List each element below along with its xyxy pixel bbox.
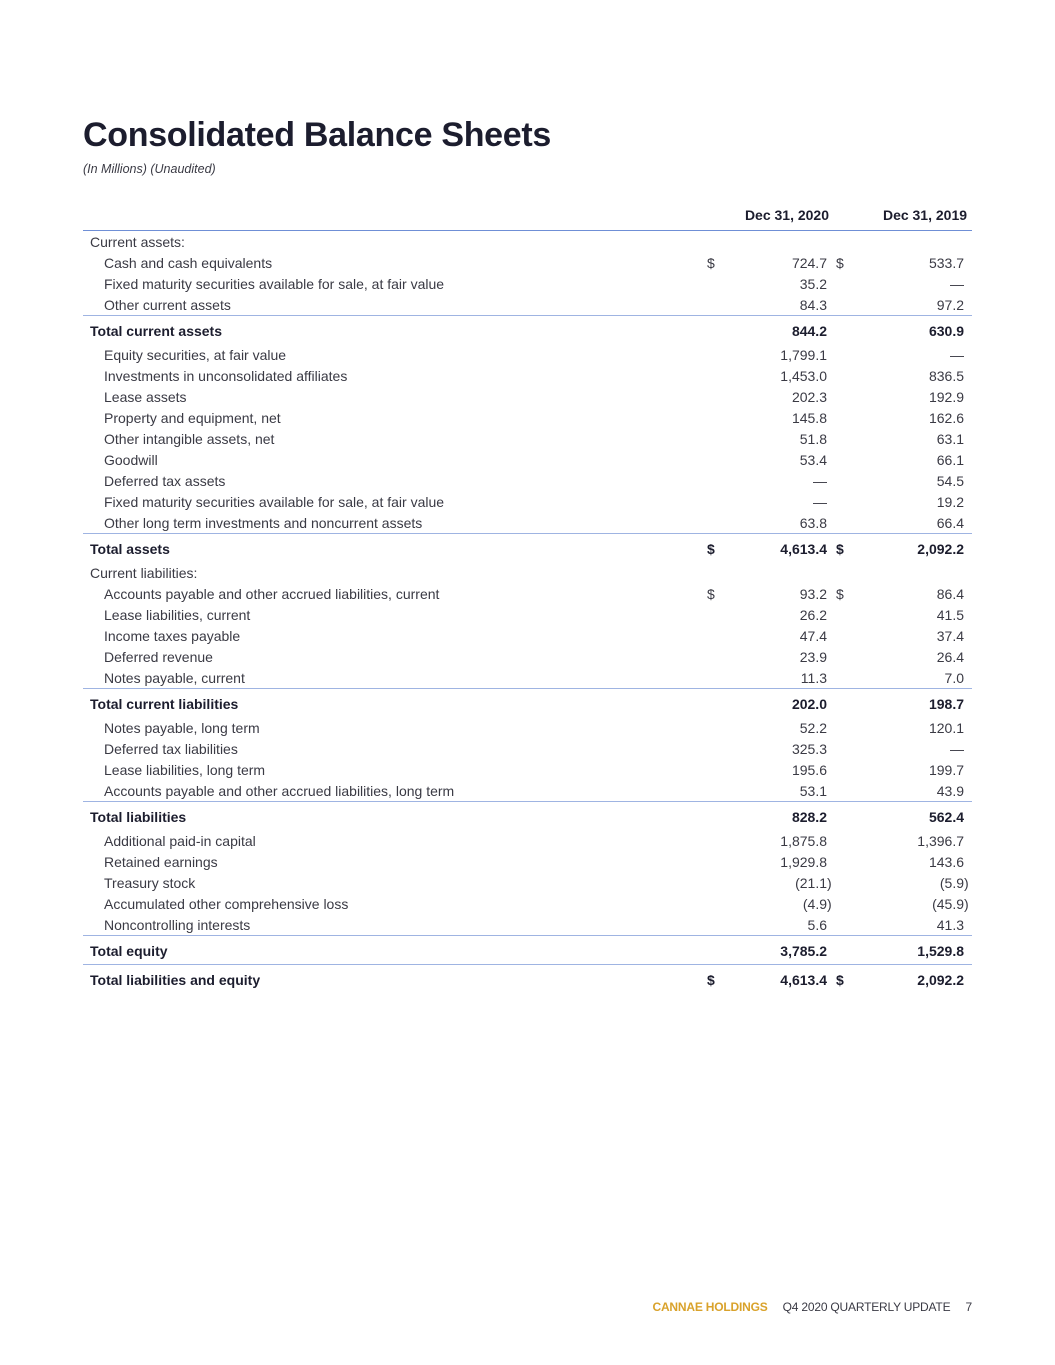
paren-2020 xyxy=(827,231,834,253)
currency-symbol-2020 xyxy=(705,851,717,872)
value-2019: 533.7 xyxy=(928,254,965,271)
value-2019: 66.4 xyxy=(936,514,965,531)
paren-2019 xyxy=(964,936,972,965)
paren-2020 xyxy=(827,470,834,491)
value-2019: — xyxy=(950,346,965,363)
paren-2020 xyxy=(827,604,834,625)
value-2020: — xyxy=(813,472,827,489)
value-2019: 199.7 xyxy=(928,761,965,778)
paren-2020 xyxy=(827,365,834,386)
currency-symbol-2020 xyxy=(705,231,717,253)
paren-2019 xyxy=(964,294,972,316)
row-label: Other long term investments and noncurrent assets xyxy=(104,514,423,531)
value-2020: 202.0 xyxy=(717,689,827,718)
total-row xyxy=(83,936,972,965)
paren-2019 xyxy=(964,512,972,534)
row-label: Investments in unconsolidated affiliates xyxy=(104,367,348,384)
paren-2020 xyxy=(827,914,834,936)
value-2020: 35.2 xyxy=(799,275,827,292)
paren-2019: ) xyxy=(964,895,969,912)
currency-symbol-2019 xyxy=(834,512,852,534)
paren-2019 xyxy=(964,316,972,345)
value-2019: 97.2 xyxy=(936,296,965,313)
value-2019: — xyxy=(950,275,965,292)
table-body xyxy=(83,231,972,994)
paren-2019 xyxy=(964,604,972,625)
table-row xyxy=(83,830,972,851)
value-2020: 828.2 xyxy=(717,802,827,831)
column-header-2019: Dec 31, 2019 xyxy=(834,200,972,231)
currency-symbol-2019 xyxy=(834,717,852,738)
row-label: Income taxes payable xyxy=(104,627,241,644)
paren-2019 xyxy=(964,914,972,936)
paren-2020: ) xyxy=(827,874,832,891)
total-row xyxy=(83,689,972,718)
value-2020: 53.1 xyxy=(799,782,827,799)
currency-symbol-2020 xyxy=(705,512,717,534)
currency-symbol-2019 xyxy=(834,273,852,294)
table-row xyxy=(83,407,972,428)
paren-2020 xyxy=(827,252,834,273)
row-label: Current assets: xyxy=(90,233,185,250)
total-row xyxy=(83,534,972,563)
paren-2019 xyxy=(964,470,972,491)
paren-2019 xyxy=(964,365,972,386)
paren-2019 xyxy=(964,965,972,994)
currency-symbol-2020 xyxy=(705,914,717,936)
balance-sheet-table xyxy=(83,200,972,993)
value-2019: 2,092.2 xyxy=(852,965,964,994)
value-2020 xyxy=(717,231,827,253)
currency-symbol-2020 xyxy=(705,562,717,583)
paren-2019 xyxy=(964,562,972,583)
paren-2020: ) xyxy=(827,895,832,912)
value-2020: 53.4 xyxy=(799,451,827,468)
value-2020: 145.8 xyxy=(791,409,827,426)
currency-symbol-2019 xyxy=(834,294,852,316)
currency-symbol-2019 xyxy=(834,780,852,802)
currency-symbol-2019 xyxy=(834,449,852,470)
paren-2019 xyxy=(964,583,972,604)
currency-symbol-2019 xyxy=(834,759,852,780)
value-2019: 562.4 xyxy=(852,802,964,831)
value-2019: (5.9 xyxy=(939,874,965,891)
value-2019: 19.2 xyxy=(936,493,965,510)
value-2019: (45.9 xyxy=(932,895,965,912)
currency-symbol-2020 xyxy=(705,646,717,667)
row-label: Notes payable, current xyxy=(104,669,245,686)
paren-2020 xyxy=(827,449,834,470)
currency-symbol-2019: $ xyxy=(834,965,852,994)
table-row xyxy=(83,780,972,802)
currency-symbol-2019 xyxy=(834,738,852,759)
table-row xyxy=(83,914,972,936)
table-row xyxy=(83,717,972,738)
value-2020: 3,785.2 xyxy=(717,936,827,965)
paren-2019 xyxy=(964,625,972,646)
currency-symbol-2020 xyxy=(705,667,717,689)
row-label: Cash and cash equivalents xyxy=(104,254,273,271)
paren-2020 xyxy=(827,646,834,667)
paren-2019 xyxy=(964,252,972,273)
paren-2020 xyxy=(827,851,834,872)
row-label: Property and equipment, net xyxy=(104,409,281,426)
currency-symbol-2019 xyxy=(834,562,852,583)
value-2019: 7.0 xyxy=(944,669,965,686)
value-2019: — xyxy=(950,740,965,757)
currency-symbol-2020 xyxy=(705,830,717,851)
value-2019: 630.9 xyxy=(852,316,964,345)
value-2020: 5.6 xyxy=(807,916,827,933)
table-row xyxy=(83,625,972,646)
row-label: Fixed maturity securities available for sale, at fair value xyxy=(104,275,445,292)
table-row xyxy=(83,294,972,316)
value-2020: 1,875.8 xyxy=(780,832,827,849)
paren-2019 xyxy=(964,646,972,667)
currency-symbol-2020 xyxy=(705,689,717,718)
section-row xyxy=(83,231,972,253)
currency-symbol-2020: $ xyxy=(707,254,715,271)
paren-2020 xyxy=(827,273,834,294)
value-2020: 93.2 xyxy=(799,585,827,602)
paren-2020 xyxy=(827,759,834,780)
paren-2019 xyxy=(964,738,972,759)
paren-2020 xyxy=(827,936,834,965)
value-2019: 41.5 xyxy=(936,606,965,623)
value-2019: 66.1 xyxy=(936,451,965,468)
row-label: Accumulated other comprehensive loss xyxy=(104,895,349,912)
table-row xyxy=(83,738,972,759)
paren-2020 xyxy=(827,534,834,563)
footer-brand: CANNAE HOLDINGS xyxy=(652,1300,768,1314)
table-row xyxy=(83,893,972,914)
value-2020: — xyxy=(813,493,827,510)
paren-2020 xyxy=(827,689,834,718)
currency-symbol-2020 xyxy=(705,604,717,625)
currency-symbol-2020 xyxy=(705,294,717,316)
currency-symbol-2019 xyxy=(834,689,852,718)
value-2019: 41.3 xyxy=(936,916,965,933)
paren-2020 xyxy=(827,491,834,512)
value-2019: 1,529.8 xyxy=(852,936,964,965)
table-row xyxy=(83,491,972,512)
table-row xyxy=(83,273,972,294)
table-row xyxy=(83,252,972,273)
value-2020: 195.6 xyxy=(791,761,827,778)
paren-2020 xyxy=(827,965,834,994)
paren-2019 xyxy=(964,759,972,780)
currency-symbol-2020 xyxy=(705,780,717,802)
paren-2019 xyxy=(964,830,972,851)
row-label: Total liabilities and equity xyxy=(83,965,705,994)
value-2019 xyxy=(852,562,964,583)
value-2020: 844.2 xyxy=(717,316,827,345)
currency-symbol-2019 xyxy=(834,604,852,625)
table-row xyxy=(83,851,972,872)
row-label: Deferred revenue xyxy=(104,648,213,665)
currency-symbol-2019 xyxy=(834,625,852,646)
paren-2019 xyxy=(964,717,972,738)
paren-2019: ) xyxy=(964,874,969,891)
currency-symbol-2019 xyxy=(834,936,852,965)
table-row xyxy=(83,604,972,625)
row-label: Deferred tax assets xyxy=(104,472,226,489)
value-2020: 26.2 xyxy=(799,606,827,623)
row-label: Total liabilities xyxy=(83,802,705,831)
paren-2019 xyxy=(964,802,972,831)
currency-symbol-2019 xyxy=(834,914,852,936)
currency-symbol-2019 xyxy=(834,231,852,253)
row-label: Additional paid-in capital xyxy=(104,832,256,849)
value-2020: 202.3 xyxy=(791,388,827,405)
row-label: Deferred tax liabilities xyxy=(104,740,238,757)
value-2019: 120.1 xyxy=(928,719,965,736)
table-row xyxy=(83,872,972,893)
row-label: Lease liabilities, long term xyxy=(104,761,266,778)
paren-2019 xyxy=(964,407,972,428)
value-2019: 63.1 xyxy=(936,430,965,447)
paren-2019 xyxy=(964,231,972,253)
value-2020: 325.3 xyxy=(791,740,827,757)
currency-symbol-2020 xyxy=(705,802,717,831)
currency-symbol-2020 xyxy=(705,738,717,759)
paren-2020 xyxy=(827,407,834,428)
paren-2019 xyxy=(964,780,972,802)
page-footer xyxy=(653,1300,973,1314)
currency-symbol-2020 xyxy=(705,365,717,386)
table-row xyxy=(83,512,972,534)
currency-symbol-2020: $ xyxy=(705,965,717,994)
value-2020: 47.4 xyxy=(799,627,827,644)
row-label: Goodwill xyxy=(104,451,158,468)
total-row xyxy=(83,802,972,831)
currency-symbol-2020 xyxy=(705,625,717,646)
value-2020: 1,929.8 xyxy=(780,853,827,870)
value-2020: 52.2 xyxy=(799,719,827,736)
value-2020: (21.1 xyxy=(795,874,827,891)
currency-symbol-2020: $ xyxy=(705,534,717,563)
value-2019: 54.5 xyxy=(936,472,965,489)
currency-symbol-2019 xyxy=(834,407,852,428)
value-2019: 86.4 xyxy=(936,585,965,602)
paren-2019 xyxy=(964,449,972,470)
value-2019: 37.4 xyxy=(936,627,965,644)
paren-2020 xyxy=(827,316,834,345)
table-row xyxy=(83,344,972,365)
paren-2019 xyxy=(964,273,972,294)
value-2019: 192.9 xyxy=(928,388,965,405)
row-label: Lease liabilities, current xyxy=(104,606,251,623)
paren-2019 xyxy=(964,534,972,563)
page-title: Consolidated Balance Sheets xyxy=(83,116,552,154)
paren-2020 xyxy=(827,780,834,802)
currency-symbol-2019 xyxy=(834,851,852,872)
paren-2020 xyxy=(827,583,834,604)
row-label: Fixed maturity securities available for sale, at fair value xyxy=(104,493,445,510)
paren-2020 xyxy=(827,667,834,689)
table-row xyxy=(83,386,972,407)
footer-document-name: Q4 2020 QUARTERLY UPDATE xyxy=(782,1300,951,1314)
paren-2019 xyxy=(964,667,972,689)
paren-2020 xyxy=(827,738,834,759)
value-2020: 11.3 xyxy=(800,669,827,686)
value-2020: 23.9 xyxy=(799,648,827,665)
value-2019: 162.6 xyxy=(928,409,965,426)
row-label: Noncontrolling interests xyxy=(104,916,251,933)
footer-page-number: 7 xyxy=(965,1300,972,1314)
label-header xyxy=(83,200,705,231)
value-2020: 1,799.1 xyxy=(780,346,827,363)
table-row xyxy=(83,365,972,386)
currency-symbol-2020 xyxy=(705,491,717,512)
table-row xyxy=(83,646,972,667)
row-label: Lease assets xyxy=(104,388,187,405)
paren-2020 xyxy=(827,428,834,449)
table-row xyxy=(83,470,972,491)
row-label: Total equity xyxy=(83,936,705,965)
row-label: Notes payable, long term xyxy=(104,719,260,736)
value-2020: (4.9 xyxy=(802,895,827,912)
currency-symbol-2019 xyxy=(834,802,852,831)
currency-symbol-2019: $ xyxy=(836,254,844,271)
paren-2019 xyxy=(964,386,972,407)
paren-2020 xyxy=(827,344,834,365)
paren-2020 xyxy=(827,625,834,646)
paren-2019 xyxy=(964,491,972,512)
currency-symbol-2020: $ xyxy=(707,585,715,602)
currency-symbol-2020 xyxy=(705,386,717,407)
table-row xyxy=(83,667,972,689)
currency-symbol-2020 xyxy=(705,872,717,893)
currency-symbol-2020 xyxy=(705,273,717,294)
value-2019: 198.7 xyxy=(852,689,964,718)
paren-2020 xyxy=(827,717,834,738)
currency-symbol-2019 xyxy=(834,872,852,893)
value-2019: 43.9 xyxy=(936,782,965,799)
paren-2020 xyxy=(827,830,834,851)
table-header-row xyxy=(83,200,972,231)
currency-symbol-2019 xyxy=(834,893,852,914)
column-header-2020: Dec 31, 2020 xyxy=(705,200,834,231)
value-2020: 84.3 xyxy=(799,296,827,313)
currency-symbol-2019 xyxy=(834,365,852,386)
currency-symbol-2019 xyxy=(834,470,852,491)
row-label: Total assets xyxy=(83,534,705,563)
currency-symbol-2019 xyxy=(834,428,852,449)
currency-symbol-2020 xyxy=(705,407,717,428)
paren-2019 xyxy=(964,344,972,365)
currency-symbol-2020 xyxy=(705,428,717,449)
table-row xyxy=(83,449,972,470)
currency-symbol-2019: $ xyxy=(834,534,852,563)
paren-2020 xyxy=(827,294,834,316)
currency-symbol-2019: $ xyxy=(836,585,844,602)
currency-symbol-2020 xyxy=(705,893,717,914)
value-2019 xyxy=(852,231,964,253)
currency-symbol-2020 xyxy=(705,470,717,491)
value-2019: 2,092.2 xyxy=(852,534,964,563)
row-label: Retained earnings xyxy=(104,853,218,870)
section-row xyxy=(83,562,972,583)
table-row xyxy=(83,428,972,449)
row-label: Accounts payable and other accrued liabilities, long term xyxy=(104,782,455,799)
page-subtitle: (In Millions) (Unaudited) xyxy=(83,162,216,176)
value-2020: 51.8 xyxy=(799,430,827,447)
value-2020: 1,453.0 xyxy=(780,367,827,384)
currency-symbol-2019 xyxy=(834,667,852,689)
paren-2019 xyxy=(964,428,972,449)
currency-symbol-2019 xyxy=(834,344,852,365)
row-label: Equity securities, at fair value xyxy=(104,346,287,363)
currency-symbol-2020 xyxy=(705,344,717,365)
currency-symbol-2020 xyxy=(705,936,717,965)
value-2019: 26.4 xyxy=(936,648,965,665)
total-row xyxy=(83,965,972,994)
row-label: Total current liabilities xyxy=(83,689,705,718)
table-row xyxy=(83,583,972,604)
value-2020: 63.8 xyxy=(799,514,827,531)
paren-2020 xyxy=(827,562,834,583)
row-label: Other intangible assets, net xyxy=(104,430,275,447)
currency-symbol-2020 xyxy=(705,717,717,738)
currency-symbol-2019 xyxy=(834,386,852,407)
currency-symbol-2020 xyxy=(705,449,717,470)
row-label: Total current assets xyxy=(83,316,705,345)
currency-symbol-2019 xyxy=(834,491,852,512)
paren-2020 xyxy=(827,512,834,534)
paren-2020 xyxy=(827,802,834,831)
value-2019: 143.6 xyxy=(928,853,965,870)
currency-symbol-2020 xyxy=(705,759,717,780)
value-2019: 1,396.7 xyxy=(917,832,965,849)
value-2020: 724.7 xyxy=(791,254,827,271)
table-row xyxy=(83,759,972,780)
row-label: Accounts payable and other accrued liabilities, current xyxy=(104,585,440,602)
currency-symbol-2019 xyxy=(834,646,852,667)
paren-2019 xyxy=(964,851,972,872)
value-2020: 4,613.4 xyxy=(717,534,827,563)
currency-symbol-2019 xyxy=(834,830,852,851)
paren-2019 xyxy=(964,689,972,718)
value-2019: 836.5 xyxy=(928,367,965,384)
currency-symbol-2020 xyxy=(705,316,717,345)
row-label: Other current assets xyxy=(104,296,231,313)
total-row xyxy=(83,316,972,345)
row-label: Treasury stock xyxy=(104,874,196,891)
value-2020: 4,613.4 xyxy=(717,965,827,994)
currency-symbol-2019 xyxy=(834,316,852,345)
paren-2020 xyxy=(827,386,834,407)
row-label: Current liabilities: xyxy=(90,564,198,581)
value-2020 xyxy=(717,562,827,583)
